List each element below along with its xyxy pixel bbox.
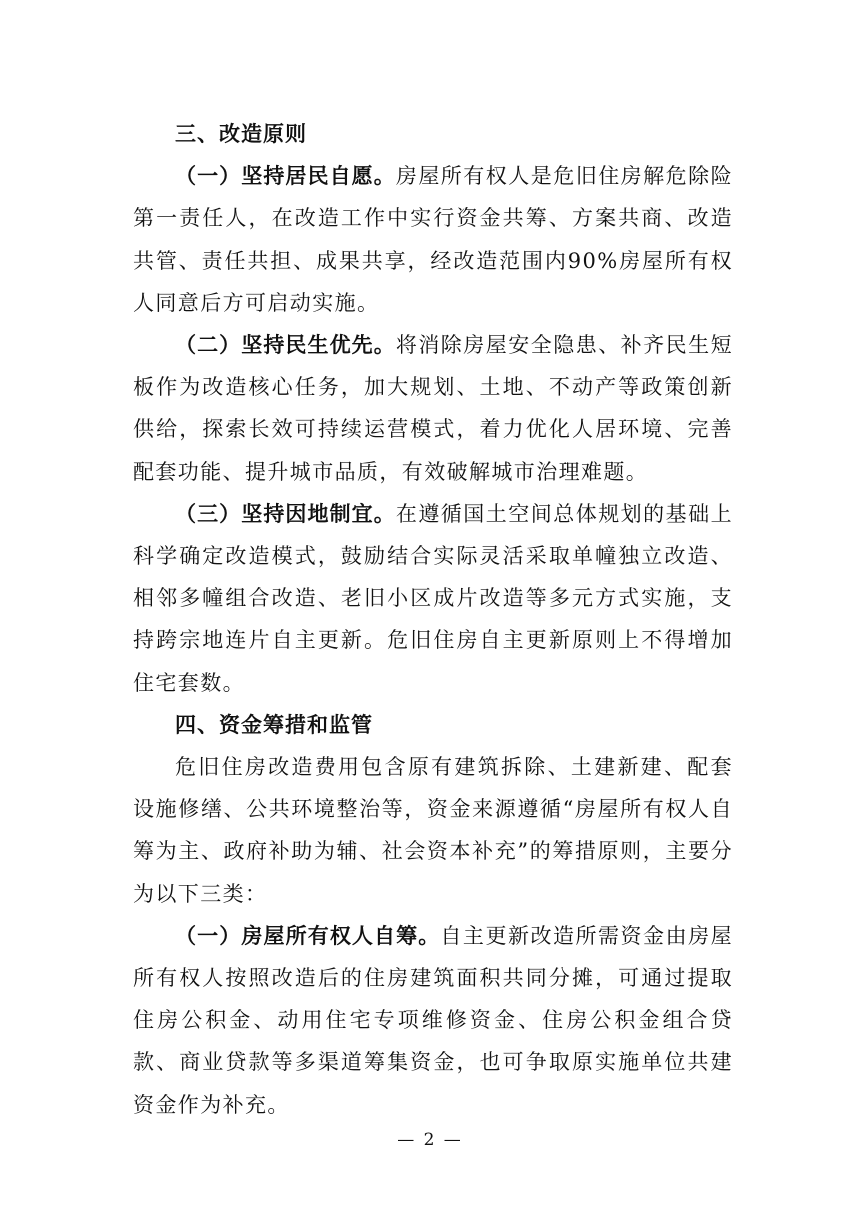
paragraph-funding-intro: 危旧住房改造费用包含原有建筑拆除、土建新建、配套设施修缮、公共环境整治等，资金来源遵循“房屋所有权人自筹为主、政府补助为辅、社会资本补充”的筹措原则，主要分为以下三类： <box>133 755 733 906</box>
paragraph-lead: （三）坚持因地制宜。 <box>175 501 396 526</box>
paragraph-body: 自主更新改造所需资金由房屋所有权人按照改造后的住房建筑面积共同分摊，可通过提取住房公积金、动用住宅专项维修资金、住房公积金组合贷款、商业贷款等多渠道筹集资金，也可争取原实施单位共建资金作为补充。 <box>133 923 734 1117</box>
paragraph-principle-3 <box>133 493 733 704</box>
paragraph-body: 房屋所有权人是危旧住房解危除险第一责任人，在改造工作中实行资金共筹、方案共商、改造共管、责任共担、成果共享，经改造范围内90%房屋所有权人同意后方可启动实施。 <box>133 164 734 315</box>
paragraph-lead: （二）坚持民生优先。 <box>175 333 396 358</box>
paragraph-principle-2 <box>133 324 733 493</box>
section-heading-principles: 三、改造原则 <box>175 122 307 146</box>
paragraph-lead: （一）房屋所有权人自筹。 <box>175 923 441 948</box>
paragraph-funding-1 <box>133 915 733 1126</box>
paragraph-body: 将消除房屋安全隐患、补齐民生短板作为改造核心任务，加大规划、土地、不动产等政策创新供给，探索长效可持续运营模式，着力优化人居环境、完善配套功能、提升城市品质，有效破解城市治理难题。 <box>133 333 734 484</box>
paragraph-body: 在遵循国土空间总体规划的基础上科学确定改造模式，鼓励结合实际灵活采取单幢独立改造、相邻多幢组合改造、老旧小区成片改造等多元方式实施，支持跨宗地连片自主更新。危旧住房自主更新原则上不得增加住宅套数。 <box>133 501 734 695</box>
page-number: — 2 — <box>397 1130 463 1150</box>
document-body <box>133 113 733 1126</box>
section-heading-funding: 四、资金筹措和监管 <box>175 712 373 737</box>
paragraph-principle-1 <box>133 155 733 324</box>
paragraph-lead: （一）坚持居民自愿。 <box>175 164 396 189</box>
